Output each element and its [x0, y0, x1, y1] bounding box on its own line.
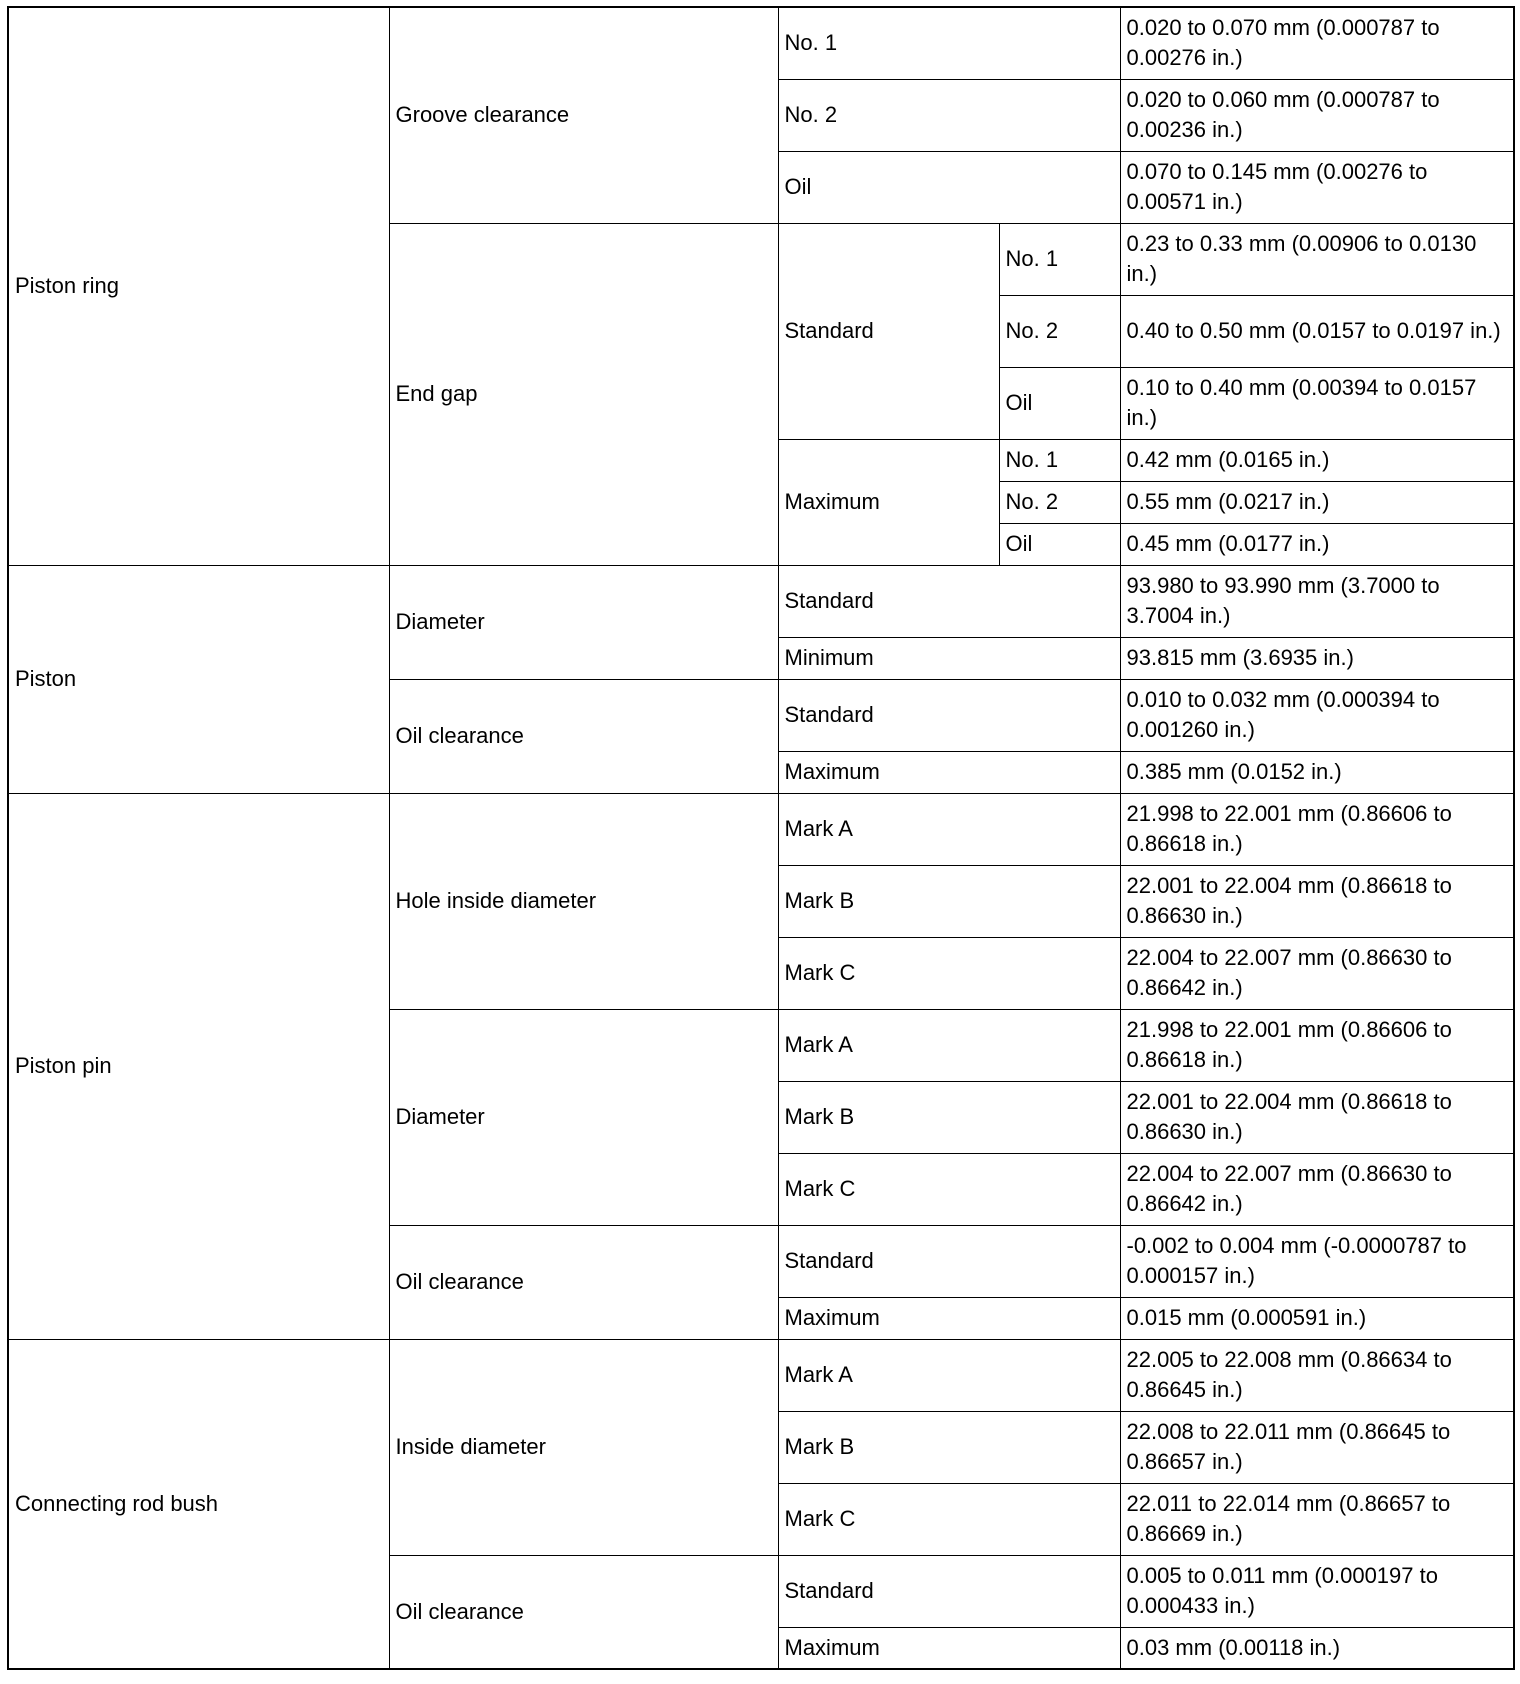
spec-value: 0.010 to 0.032 mm (0.000394 to 0.001260 in.)	[1120, 679, 1514, 751]
spec-value: 0.45 mm (0.0177 in.)	[1120, 523, 1514, 565]
spec-value: 0.55 mm (0.0217 in.)	[1120, 481, 1514, 523]
item-end-gap: End gap	[389, 223, 778, 565]
condition-label: Standard	[778, 1225, 1120, 1297]
condition-label: Mark C	[778, 1483, 1120, 1555]
spec-value: 0.23 to 0.33 mm (0.00906 to 0.0130 in.)	[1120, 223, 1514, 295]
spec-value: 22.001 to 22.004 mm (0.86618 to 0.86630 in.)	[1120, 1081, 1514, 1153]
spec-table	[7, 6, 1515, 1670]
group-piston-ring: Piston ring	[8, 7, 389, 565]
item-groove-clearance: Groove clearance	[389, 7, 778, 223]
condition-label: Maximum	[778, 1627, 1120, 1669]
spec-value: 22.004 to 22.007 mm (0.86630 to 0.86642 in.)	[1120, 937, 1514, 1009]
condition-label: Mark C	[778, 1153, 1120, 1225]
item-diameter: Diameter	[389, 1009, 778, 1225]
spec-value: 93.980 to 93.990 mm (3.7000 to 3.7004 in.)	[1120, 565, 1514, 637]
group-piston: Piston	[8, 565, 389, 793]
condition-label: Mark B	[778, 1411, 1120, 1483]
condition-label: Mark A	[778, 1009, 1120, 1081]
spec-value: 0.020 to 0.070 mm (0.000787 to 0.00276 in.)	[1120, 7, 1514, 79]
condition-label: Standard	[778, 565, 1120, 637]
sub-condition-label: No. 1	[999, 439, 1120, 481]
condition-label: Mark B	[778, 865, 1120, 937]
condition-label: No. 2	[778, 79, 1120, 151]
spec-value: 0.015 mm (0.000591 in.)	[1120, 1297, 1514, 1339]
spec-value: 0.385 mm (0.0152 in.)	[1120, 751, 1514, 793]
sub-condition-label: Oil	[999, 523, 1120, 565]
condition-label: No. 1	[778, 7, 1120, 79]
condition-label: Oil	[778, 151, 1120, 223]
sub-condition-label: No. 2	[999, 295, 1120, 367]
spec-value: 22.004 to 22.007 mm (0.86630 to 0.86642 in.)	[1120, 1153, 1514, 1225]
item-hole-inside-diameter: Hole inside diameter	[389, 793, 778, 1009]
spec-value: 21.998 to 22.001 mm (0.86606 to 0.86618 in.)	[1120, 793, 1514, 865]
condition-label: Standard	[778, 679, 1120, 751]
item-oil-clearance: Oil clearance	[389, 1225, 778, 1339]
sub-condition-label: No. 1	[999, 223, 1120, 295]
spec-value: 0.070 to 0.145 mm (0.00276 to 0.00571 in.)	[1120, 151, 1514, 223]
table-row	[8, 793, 1514, 865]
sub-condition-label: Oil	[999, 367, 1120, 439]
condition-label: Maximum	[778, 1297, 1120, 1339]
spec-value: 22.005 to 22.008 mm (0.86634 to 0.86645 in.)	[1120, 1339, 1514, 1411]
condition-label: Mark B	[778, 1081, 1120, 1153]
spec-value: 22.011 to 22.014 mm (0.86657 to 0.86669 in.)	[1120, 1483, 1514, 1555]
item-oil-clearance: Oil clearance	[389, 1555, 778, 1669]
spec-value: 0.42 mm (0.0165 in.)	[1120, 439, 1514, 481]
table-row	[8, 7, 1514, 79]
spec-value: 0.020 to 0.060 mm (0.000787 to 0.00236 in.)	[1120, 79, 1514, 151]
group-piston-pin: Piston pin	[8, 793, 389, 1339]
spec-value: 93.815 mm (3.6935 in.)	[1120, 637, 1514, 679]
spec-value: 0.005 to 0.011 mm (0.000197 to 0.000433 in.)	[1120, 1555, 1514, 1627]
item-inside-diameter: Inside diameter	[389, 1339, 778, 1555]
table-row	[8, 565, 1514, 637]
item-oil-clearance: Oil clearance	[389, 679, 778, 793]
condition-label: Maximum	[778, 439, 999, 565]
spec-value: 0.10 to 0.40 mm (0.00394 to 0.0157 in.)	[1120, 367, 1514, 439]
condition-label: Standard	[778, 1555, 1120, 1627]
spec-value: 22.001 to 22.004 mm (0.86618 to 0.86630 in.)	[1120, 865, 1514, 937]
spec-value: 0.03 mm (0.00118 in.)	[1120, 1627, 1514, 1669]
condition-label: Maximum	[778, 751, 1120, 793]
condition-label: Mark C	[778, 937, 1120, 1009]
condition-label: Mark A	[778, 793, 1120, 865]
condition-label: Standard	[778, 223, 999, 439]
spec-value: 0.40 to 0.50 mm (0.0157 to 0.0197 in.)	[1120, 295, 1514, 367]
table-row	[8, 1339, 1514, 1411]
sub-condition-label: No. 2	[999, 481, 1120, 523]
condition-label: Mark A	[778, 1339, 1120, 1411]
group-connecting-rod-bush: Connecting rod bush	[8, 1339, 389, 1669]
item-diameter: Diameter	[389, 565, 778, 679]
condition-label: Minimum	[778, 637, 1120, 679]
spec-value: -0.002 to 0.004 mm (-0.0000787 to 0.000157 in.)	[1120, 1225, 1514, 1297]
spec-value: 21.998 to 22.001 mm (0.86606 to 0.86618 in.)	[1120, 1009, 1514, 1081]
spec-value: 22.008 to 22.011 mm (0.86645 to 0.86657 in.)	[1120, 1411, 1514, 1483]
